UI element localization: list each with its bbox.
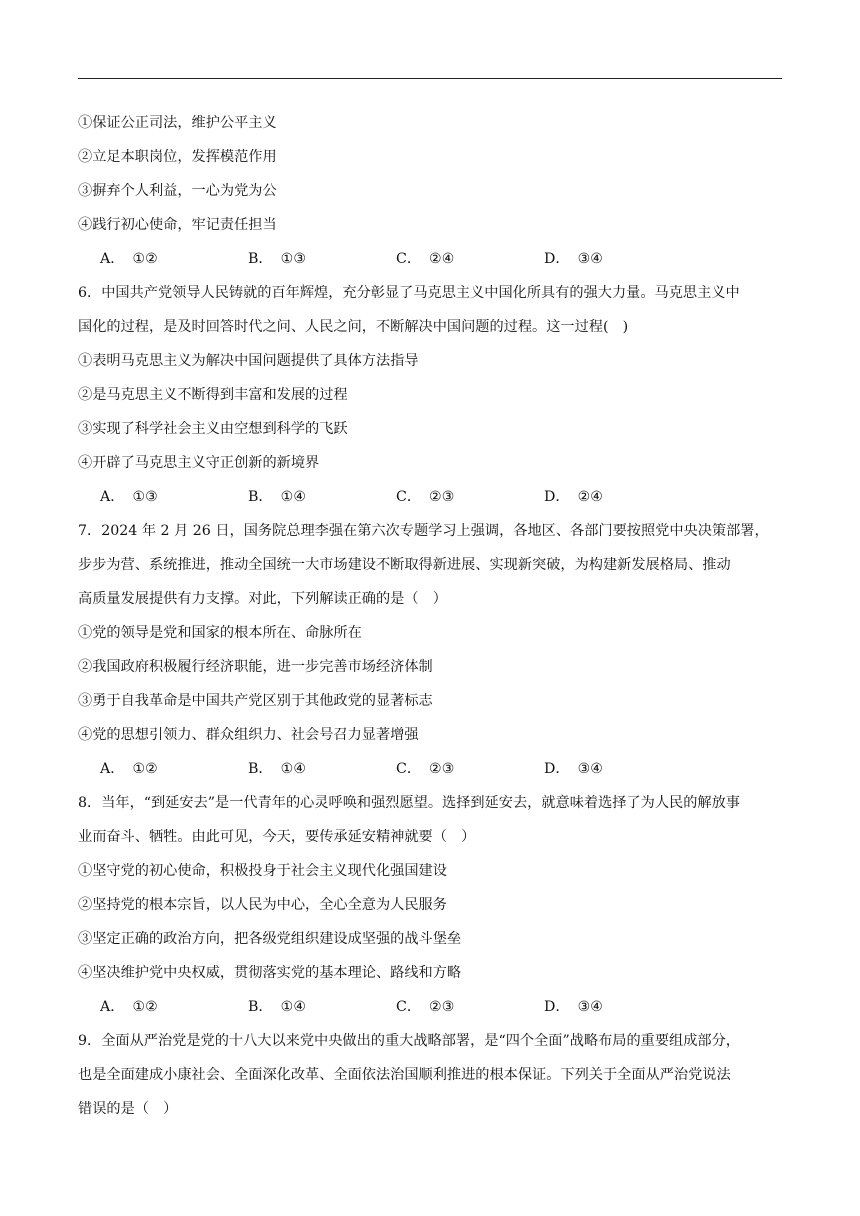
- option-value: ①②: [132, 999, 158, 1015]
- question-7: [78, 514, 784, 786]
- option-value: ②③: [429, 489, 455, 505]
- answer-options: [78, 752, 784, 786]
- choice-item: ①党的领导是党和国家的根本所在、命脉所在: [78, 625, 362, 641]
- option-value: ①②: [132, 761, 158, 777]
- option-b[interactable]: [248, 242, 396, 276]
- option-letter: C．: [396, 489, 422, 505]
- option-value: ②③: [429, 761, 455, 777]
- choice-item: ①保证公正司法，维护公平主义: [78, 115, 277, 131]
- choice-item: ③勇于自我革命是中国共产党区别于其他政党的显著标志: [78, 693, 433, 709]
- option-d[interactable]: [544, 752, 692, 786]
- question-stem: 步步为营、系统推进，推动全国统一大市场建设不断取得新进展、实现新突破，为构建新发展格局、推动: [78, 557, 731, 573]
- question-stem: 6．中国共产党领导人民铸就的百年辉煌，充分彰显了马克思主义中国化所具有的强大力量。马克思主义中: [78, 285, 740, 301]
- choice-item: ④党的思想引领力、群众组织力、社会号召力显著增强: [78, 727, 419, 743]
- option-value: ①④: [280, 999, 307, 1015]
- option-value: ①④: [280, 761, 307, 777]
- document-body: [78, 106, 784, 1126]
- option-value: ②④: [577, 489, 604, 505]
- option-value: ②④: [429, 251, 455, 267]
- option-c[interactable]: [396, 990, 544, 1024]
- option-value: ①③: [280, 251, 307, 267]
- option-letter: C．: [396, 999, 422, 1015]
- option-b[interactable]: [248, 752, 396, 786]
- option-letter: D．: [544, 999, 570, 1015]
- option-a[interactable]: [100, 480, 248, 514]
- option-letter: A．: [100, 999, 125, 1015]
- question-stem: 错误的是（ ）: [78, 1101, 178, 1117]
- option-value: ①②: [132, 251, 158, 267]
- choice-item: ③摒弃个人利益，一心为党为公: [78, 183, 277, 199]
- option-letter: A．: [100, 761, 125, 777]
- option-value: ③④: [577, 761, 604, 777]
- choice-item: ③实现了科学社会主义由空想到科学的飞跃: [78, 421, 348, 437]
- option-letter: B．: [248, 999, 273, 1015]
- choice-item: ①坚守党的初心使命，积极投身于社会主义现代化强国建设: [78, 863, 447, 879]
- question-8: [78, 786, 784, 1024]
- question-stem: 7．2024 年 2 月 26 日，国务院总理李强在第六次专题学习上强调，各地区、各部门要按照党中央决策部署，: [78, 523, 769, 539]
- option-letter: A．: [100, 489, 125, 505]
- choice-item: ①表明马克思主义为解决中国问题提供了具体方法指导: [78, 353, 419, 369]
- choice-item: ④开辟了马克思主义守正创新的新境界: [78, 455, 320, 471]
- option-value: ①④: [280, 489, 307, 505]
- option-d[interactable]: [544, 990, 692, 1024]
- choice-item: ④坚决维护党中央权威，贯彻落实党的基本理论、路线和方略: [78, 965, 462, 981]
- option-d[interactable]: [544, 242, 692, 276]
- question-6: [78, 276, 784, 514]
- option-letter: A．: [100, 251, 125, 267]
- choice-item: ②我国政府积极履行经济职能，进一步完善市场经济体制: [78, 659, 433, 675]
- option-a[interactable]: [100, 990, 248, 1024]
- option-b[interactable]: [248, 480, 396, 514]
- question-stem: 高质量发展提供有力支撑。对此，下列解读正确的是（ ）: [78, 591, 447, 607]
- option-letter: D．: [544, 251, 570, 267]
- question-stem: 也是全面建成小康社会、全面深化改革、全面依法治国顺利推进的根本保证。下列关于全面从严治党说法: [78, 1067, 731, 1083]
- question-9: [78, 1024, 784, 1126]
- option-value: ③④: [577, 251, 604, 267]
- question-stem: 9．全面从严治党是党的十八大以来党中央做出的重大战略部署，是“四个全面”战略布局的重要组成部分，: [78, 1033, 740, 1049]
- option-letter: C．: [396, 761, 422, 777]
- choice-item: ④践行初心使命，牢记责任担当: [78, 217, 277, 233]
- question-stem: 业而奋斗、牺牲。由此可见，今天，要传承延安精神就要（ ）: [78, 829, 476, 845]
- question-stem: 8．当年，“到延安去”是一代青年的心灵呼唤和强烈愿望。选择到延安去，就意味着选择了为人民的解放事: [78, 795, 740, 811]
- option-a[interactable]: [100, 752, 248, 786]
- choice-item: ②坚持党的根本宗旨，以人民为中心，全心全意为人民服务: [78, 897, 447, 913]
- option-letter: B．: [248, 761, 273, 777]
- option-value: ①③: [132, 489, 158, 505]
- header-rule: [78, 78, 782, 79]
- option-a[interactable]: [100, 242, 248, 276]
- option-b[interactable]: [248, 990, 396, 1024]
- answer-options: [78, 480, 784, 514]
- option-c[interactable]: [396, 242, 544, 276]
- option-value: ③④: [577, 999, 604, 1015]
- option-letter: C．: [396, 251, 422, 267]
- option-c[interactable]: [396, 480, 544, 514]
- question-stem: 国化的过程，是及时回答时代之问、人民之问，不断解决中国问题的过程。这一过程( ): [78, 319, 629, 335]
- option-letter: D．: [544, 761, 570, 777]
- choice-item: ③坚定正确的政治方向，把各级党组织建设成坚强的战斗堡垒: [78, 931, 462, 947]
- choice-item: ②是马克思主义不断得到丰富和发展的过程: [78, 387, 348, 403]
- option-c[interactable]: [396, 752, 544, 786]
- answer-options: [78, 990, 784, 1024]
- choice-item: ②立足本职岗位，发挥模范作用: [78, 149, 277, 165]
- option-letter: D．: [544, 489, 570, 505]
- option-value: ②③: [429, 999, 455, 1015]
- option-letter: B．: [248, 489, 273, 505]
- option-letter: B．: [248, 251, 273, 267]
- answer-options: [78, 242, 784, 276]
- option-d[interactable]: [544, 480, 692, 514]
- question-5: [78, 106, 784, 276]
